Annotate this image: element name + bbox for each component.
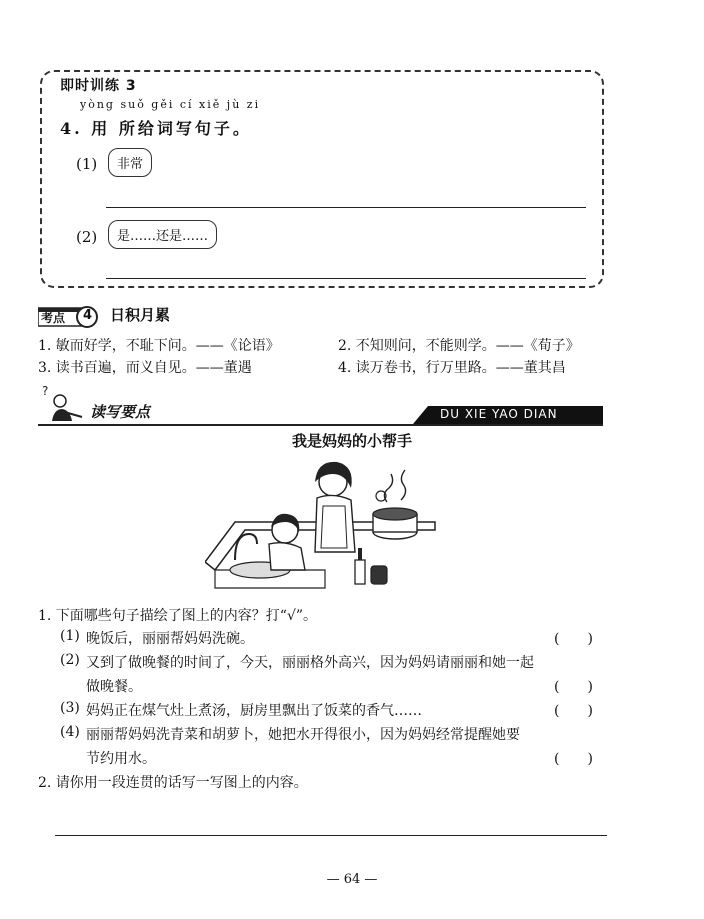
question-2: 2. 请你用一段连贯的话写一写图上的内容。	[38, 775, 308, 791]
option-2-answer[interactable]: ( )	[554, 679, 593, 695]
quote-2: 2. 不知则问，不能则学。——《荀子》	[338, 338, 580, 354]
story-title: 我是妈妈的小帮手	[291, 432, 412, 450]
item-2-label: (2)	[76, 228, 98, 246]
option-4-text-cont: 节约用水。	[86, 751, 156, 767]
option-1-label: (1)	[60, 628, 80, 644]
question-4: 4. 用 所给词写句子。	[60, 119, 252, 138]
reading-english: DU XIE YAO DIAN	[440, 407, 558, 421]
quote-3: 3. 读书百遍，而义自见。——董遇	[38, 360, 252, 376]
thinking-person-icon	[38, 383, 88, 423]
option-3-text: 妈妈正在煤气灶上煮汤，厨房里飘出了饭菜的香气……	[86, 703, 422, 719]
question-1: 1. 下面哪些句子描绘了图上的内容？打“√”。	[38, 608, 318, 624]
kaodian-badge-label: 考点	[41, 311, 66, 325]
reading-title: 读写要点	[90, 403, 151, 421]
option-2-label: (2)	[60, 652, 80, 668]
kaodian-title: 日积月累	[110, 306, 171, 324]
item-1-label: (1)	[76, 155, 98, 173]
page-number: — 64 —	[326, 872, 378, 887]
option-1-answer[interactable]: ( )	[554, 631, 593, 647]
kitchen-illustration	[205, 452, 440, 592]
option-4-label: (4)	[60, 724, 80, 740]
option-4-answer[interactable]: ( )	[554, 751, 593, 767]
writing-answer-line[interactable]	[55, 835, 607, 836]
svg-text:?: ?	[42, 384, 49, 398]
quote-1: 1. 敏而好学，不耻下问。——《论语》	[38, 338, 280, 354]
option-1-text: 晚饭后，丽丽帮妈妈洗碗。	[86, 631, 254, 647]
option-3-answer[interactable]: ( )	[554, 703, 593, 719]
option-3-label: (3)	[60, 700, 80, 716]
item-2-answer-line[interactable]	[106, 278, 586, 279]
kaodian-number: 4	[83, 308, 93, 323]
option-4-text: 丽丽帮妈妈洗青菜和胡萝卜，她把水开得很小，因为妈妈经常提醒她要	[86, 727, 520, 743]
item-1-answer-line[interactable]	[106, 207, 586, 208]
item-1-word-box: 非常	[108, 148, 152, 177]
quote-4: 4. 读万卷书，行万里路。——董其昌	[338, 360, 566, 376]
question-pinyin: yòng suǒ gěi cí xiě jù zi	[80, 98, 261, 111]
training-title: 即时训练 3	[60, 78, 137, 94]
option-2-text: 又到了做晚餐的时间了，今天，丽丽格外高兴，因为妈妈请丽丽和她一起	[86, 655, 534, 671]
option-2-text-cont: 做晚餐。	[86, 679, 142, 695]
item-2-word-box: 是……还是……	[108, 220, 217, 249]
